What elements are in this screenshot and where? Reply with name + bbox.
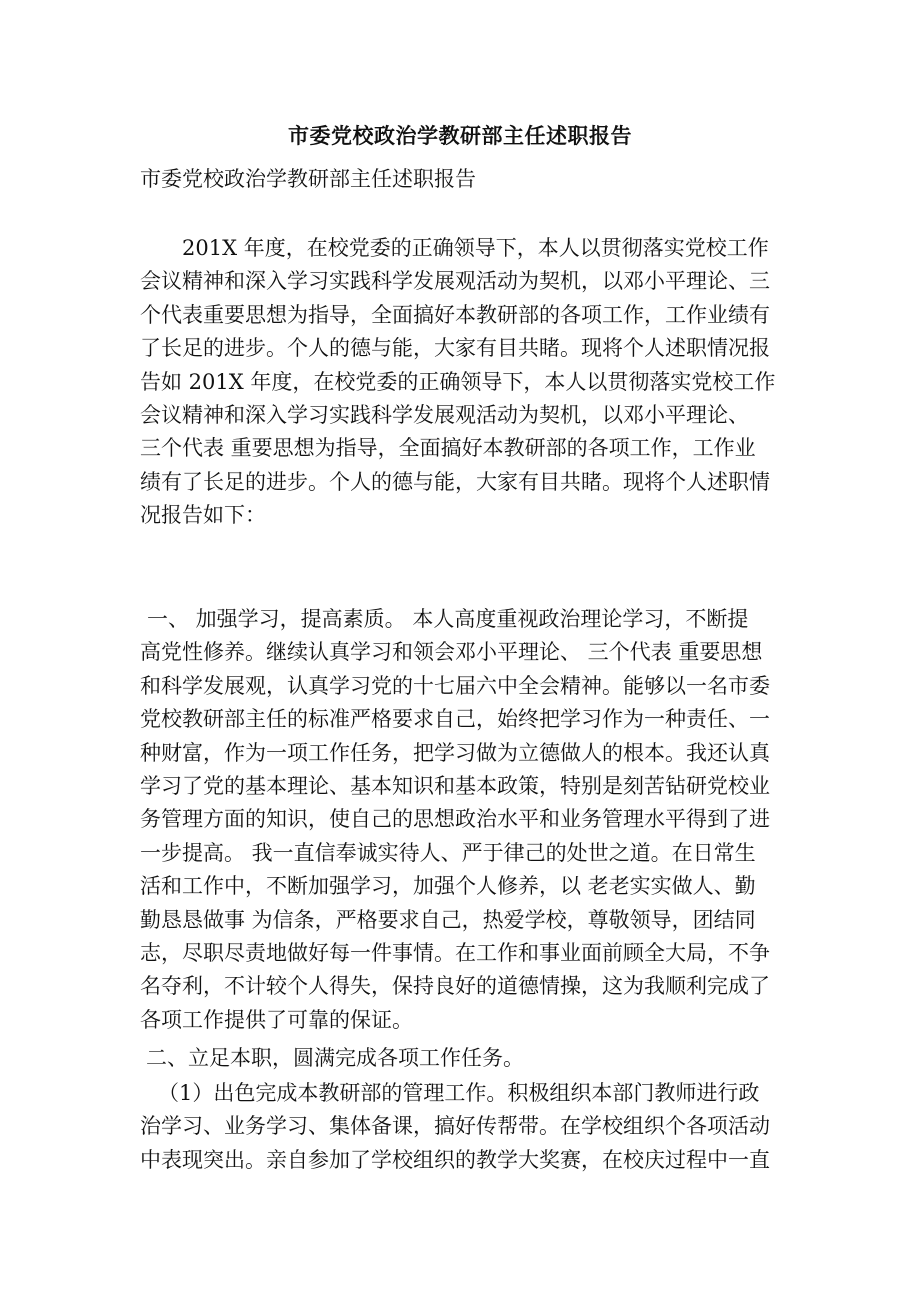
section-one-line: 和科学发展观，认真学习党的十七届六中全会精神。能够以一名市委 bbox=[140, 673, 770, 698]
document-subtitle: 市委党校政治学教研部主任述职报告 bbox=[140, 167, 476, 191]
section-one-line: 一、 加强学习，提高素质。 本人高度重视政治理论学习，不断提 bbox=[147, 607, 749, 631]
intro-line: 了长足的进步。个人的德与能，大家有目共睹。现将个人述职情况报 bbox=[140, 336, 770, 361]
section-one-line: 党校教研部主任的标准严格要求自己，始终把学习作为一种责任、一 bbox=[140, 707, 770, 732]
intro-line: 个代表重要思想为指导，全面搞好本教研部的各项工作，工作业绩有 bbox=[140, 302, 770, 327]
item-one-line: （1）出色完成本教研部的管理工作。积极组织本部门教师进行政 bbox=[158, 1081, 760, 1105]
document-title: 市委党校政治学教研部主任述职报告 bbox=[288, 123, 632, 148]
intro-line: 三个代表 重要思想为指导，全面搞好本教研部的各项工作，工作业 bbox=[140, 436, 756, 461]
section-one-line: 活和工作中，不断加强学习，加强个人修养，以 老老实实做人、勤 bbox=[140, 874, 756, 899]
section-one-line: 务管理方面的知识，使自己的思想政治水平和业务管理水平得到了进 bbox=[140, 807, 770, 832]
section-one-line: 志，尽职尽责地做好每一件事情。在工作和事业面前顾全大局，不争 bbox=[140, 940, 770, 965]
section-one-line: 勤恳恳做事 为信条，严格要求自己，热爱学校，尊敬领导，团结同 bbox=[140, 907, 756, 932]
item-one-line: 中表现突出。亲自参加了学校组织的教学大奖赛，在校庆过程中一直 bbox=[140, 1147, 770, 1172]
intro-line: 绩有了长足的进步。个人的德与能，大家有目共睹。现将个人述职情 bbox=[140, 469, 770, 494]
item-one-paragraph bbox=[140, 1077, 795, 1177]
item-one-line: 治学习、业务学习、集体备课，搞好传帮带。在学校组织个各项活动 bbox=[140, 1114, 770, 1139]
intro-line: 201X 年度，在校党委的正确领导下，本人以贯彻落实党校工作 bbox=[182, 236, 769, 260]
section-one-line: 各项工作提供了可靠的保证。 bbox=[140, 1007, 413, 1032]
intro-paragraph bbox=[140, 232, 795, 533]
section-two-heading-block bbox=[140, 1042, 795, 1075]
section-one-line: 种财富，作为一项工作任务，把学习做为立德做人的根本。我还认真 bbox=[140, 740, 770, 765]
intro-line: 会议精神和深入学习实践科学发展观活动为契机，以邓小平理论、三 bbox=[140, 269, 770, 294]
section-one-line: 一步提高。 我一直信奉诚实待人、严于律己的处世之道。在日常生 bbox=[140, 840, 756, 865]
section-one-line: 高党性修养。继续认真学习和领会邓小平理论、 三个代表 重要思想 bbox=[140, 640, 763, 665]
section-one-line: 名夺利，不计较个人得失，保持良好的道德情操，这为我顺利完成了 bbox=[140, 974, 770, 999]
section-one-line: 学习了党的基本理论、基本知识和基本政策，特别是刻苦钻研党校业 bbox=[140, 773, 770, 798]
intro-line: 况报告如下： bbox=[140, 503, 266, 528]
section-two-heading: 二、立足本职，圆满完成各项工作任务。 bbox=[146, 1046, 524, 1070]
section-one-paragraph bbox=[140, 603, 795, 1037]
intro-line: 会议精神和深入学习实践科学发展观活动为契机，以邓小平理论、 bbox=[140, 402, 749, 427]
intro-line: 告如 201X 年度，在校党委的正确领导下，本人以贯彻落实党校工作 bbox=[140, 369, 776, 394]
